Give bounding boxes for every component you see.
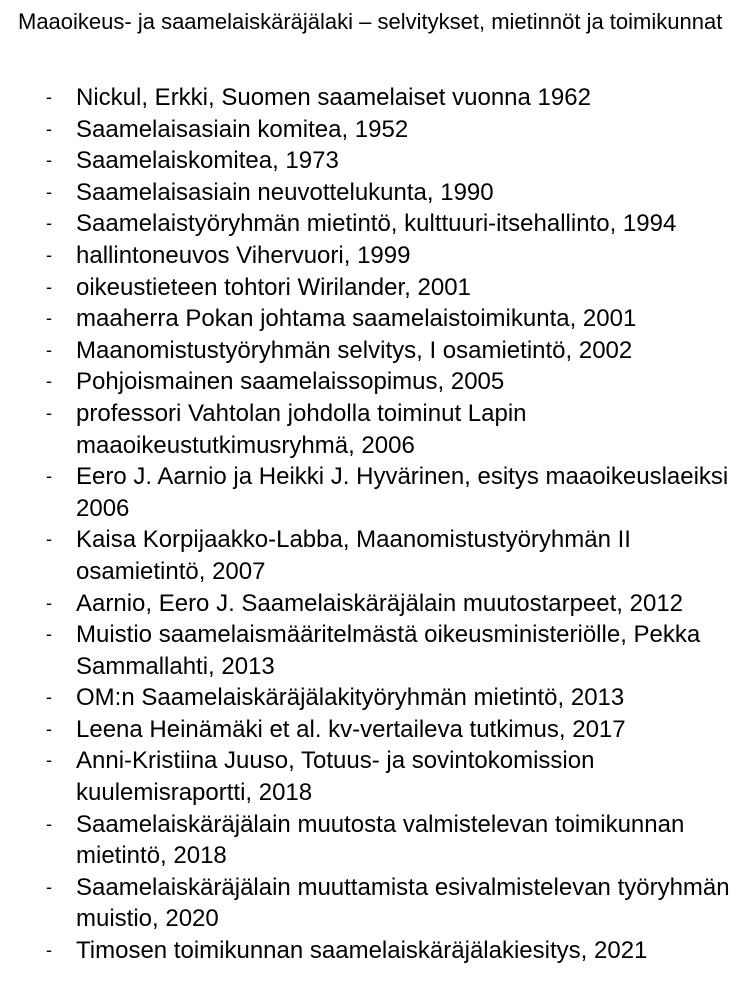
list-item-text: maaherra Pokan johtama saamelaistoimikunta, 2001: [76, 305, 637, 333]
dash-bullet-icon: -: [46, 813, 52, 834]
list-item: [0, 208, 740, 240]
dash-bullet-icon: -: [46, 244, 52, 265]
list-item: [0, 335, 740, 367]
dash-bullet-icon: -: [46, 276, 52, 297]
list-item: [0, 935, 740, 967]
dash-bullet-icon: -: [46, 339, 52, 360]
list-item-text: Nickul, Erkki, Suomen saamelaiset vuonna 1962: [76, 84, 591, 111]
list-item: [0, 145, 740, 177]
dash-bullet-icon: -: [46, 308, 52, 329]
list-item-text: Saamelaisasiain komitea, 1952: [76, 115, 409, 143]
dash-bullet-icon: -: [46, 624, 52, 645]
dash-bullet-icon: -: [46, 592, 52, 613]
list-item-text: Saamelaistyöryhmän mietintö, kulttuuri-itsehallinto, 1994: [76, 210, 677, 238]
list-item: [0, 682, 740, 714]
list-item: [0, 114, 740, 146]
dash-bullet-icon: -: [46, 940, 52, 961]
dash-bullet-icon: -: [46, 750, 52, 771]
list-item-text: OM:n Saamelaiskäräjälakityöryhmän mietintö, 2013: [76, 684, 625, 712]
dash-bullet-icon: -: [46, 181, 52, 202]
list-item: [0, 524, 740, 587]
dash-bullet-icon: -: [46, 402, 52, 423]
list-item: [0, 461, 740, 524]
dash-bullet-icon: -: [46, 213, 52, 234]
dash-bullet-icon: -: [46, 718, 52, 739]
list-item-text: Eero J. Aarnio ja Heikki J. Hyvärinen, esitys maaoikeuslaeiksi 2006: [76, 463, 729, 522]
list-item: [0, 82, 740, 114]
list-item-text: Saamelaiskomitea, 1973: [76, 147, 339, 175]
dash-bullet-icon: -: [46, 371, 52, 392]
list-item-text: hallintoneuvos Vihervuori, 1999: [76, 241, 411, 269]
list-item-text: oikeustieteen tohtori Wirilander, 2001: [76, 273, 471, 301]
list-item: [0, 745, 740, 808]
list-item: [0, 272, 740, 304]
list-item: [0, 809, 740, 872]
list-item-text: Saamelaiskäräjälain muuttamista esivalmistelevan työryhmän muistio, 2020: [76, 873, 730, 933]
list-item: [0, 240, 740, 272]
list-item-text: Anni-Kristiina Juuso, Totuus- ja sovintokomission kuulemisraportti, 2018: [76, 747, 595, 807]
list-item-text: Timosen toimikunnan saamelaiskäräjälakiesitys, 2021: [76, 937, 648, 965]
list-item: [0, 177, 740, 209]
page-title: Maaoikeus- ja saamelaiskäräjälaki – selvitykset, mietinnöt ja toimikunnat: [18, 9, 723, 34]
list-item-text: Pohjoismainen saamelaissopimus, 2005: [76, 368, 505, 396]
list-item-text: Saamelaisasiain neuvottelukunta, 1990: [76, 178, 494, 206]
list-item: [0, 714, 740, 746]
dash-bullet-icon: -: [46, 876, 52, 897]
list-item: [0, 303, 740, 335]
list-item-text: professori Vahtolan johdolla toiminut Lapin maaoikeustutkimusryhmä, 2006: [76, 399, 527, 459]
list-item: [0, 872, 740, 935]
list-item-text: Maanomistustyöryhmän selvitys, I osamietintö, 2002: [76, 336, 633, 364]
list-item-text: Leena Heinämäki et al. kv-vertaileva tutkimus, 2017: [76, 715, 626, 743]
dash-bullet-icon: -: [46, 687, 52, 708]
list-item: [0, 398, 740, 461]
list-item-text: Kaisa Korpijaakko-Labba, Maanomistustyöryhmän II osamietintö, 2007: [76, 526, 631, 585]
list-item-text: Muistio saamelaismääritelmästä oikeusministeriölle, Pekka Sammallahti, 2013: [76, 621, 701, 680]
dash-bullet-icon: -: [46, 118, 52, 139]
list-item: [0, 366, 740, 398]
list-item: [0, 619, 740, 682]
dash-bullet-icon: -: [46, 87, 52, 107]
dash-bullet-icon: -: [46, 529, 52, 550]
dash-bullet-icon: -: [46, 150, 52, 171]
list-item-text: Saamelaiskäräjälain muutosta valmistelevan toimikunnan mietintö, 2018: [76, 810, 685, 870]
report-list: [0, 82, 740, 967]
list-item-text: Aarnio, Eero J. Saamelaiskäräjälain muutostarpeet, 2012: [76, 589, 684, 617]
list-item: [0, 588, 740, 620]
dash-bullet-icon: -: [46, 466, 52, 487]
